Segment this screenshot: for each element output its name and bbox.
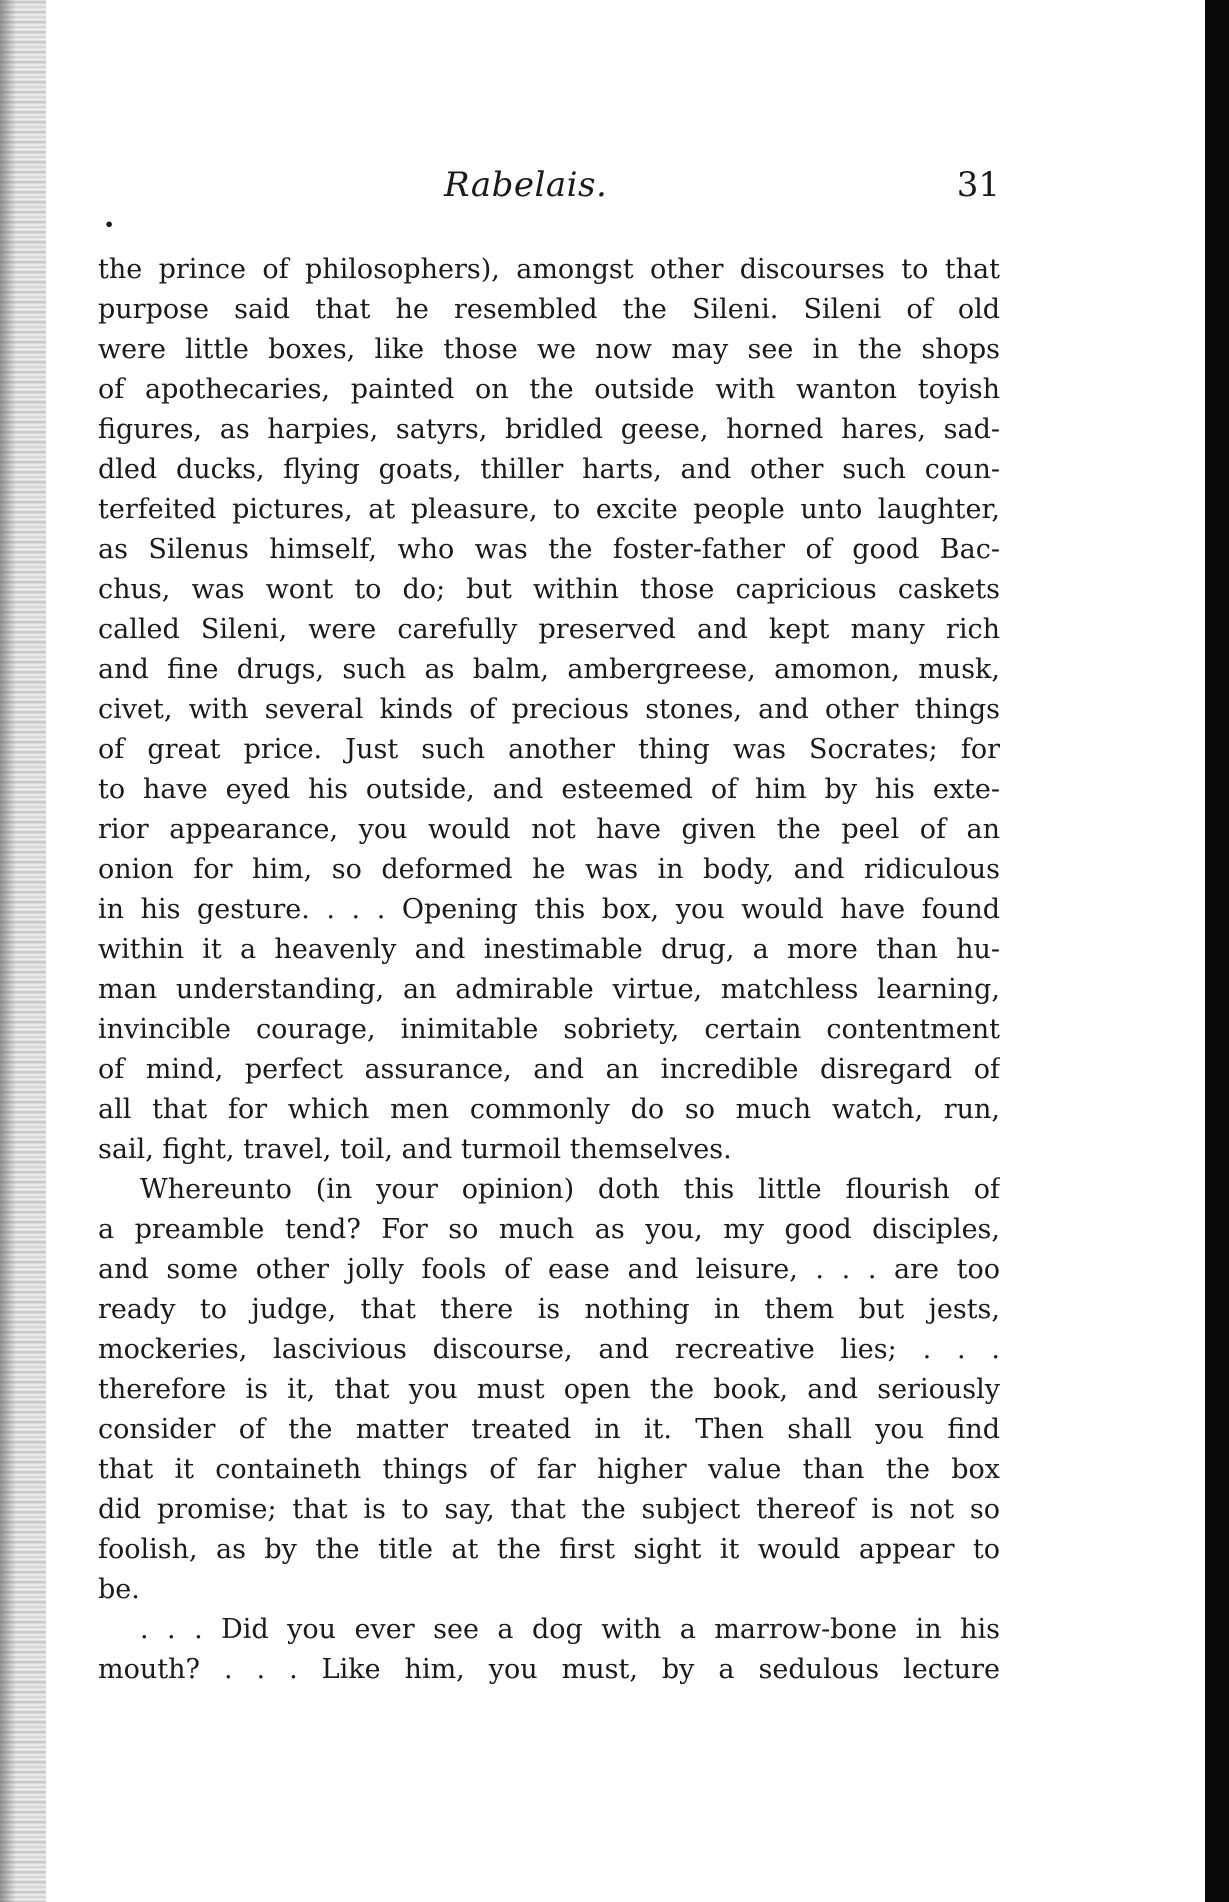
- text-line: mouth? . . . Like him, you must, by a sedulous lecture: [98, 1654, 1000, 1685]
- text-line: did promise; that is to say, that the subject thereof is not so: [98, 1494, 1000, 1525]
- text-line: a preamble tend? For so much as you, my good disciples,: [98, 1214, 1000, 1245]
- text-line: invincible courage, inimitable sobriety, certain contentment: [98, 1014, 1000, 1045]
- text-line: terfeited pictures, at pleasure, to excite people unto laughter,: [98, 494, 1000, 525]
- paragraph-first-line: Whereunto (in your opinion) doth this little flourish of: [140, 1174, 1000, 1205]
- text-line: man understanding, an admirable virtue, matchless learning,: [98, 974, 1000, 1005]
- paragraph-last-line: be.: [98, 1574, 140, 1605]
- text-line: chus, was wont to do; but within those capricious caskets: [98, 574, 1000, 605]
- text-line: all that for which men commonly do so much watch, run,: [98, 1094, 1000, 1125]
- text-line: rior appearance, you would not have given the peel of an: [98, 814, 1000, 845]
- text-line: were little boxes, like those we now may see in the shops: [98, 334, 1000, 365]
- text-line: that it containeth things of far higher value than the box: [98, 1454, 1000, 1485]
- text-line: and some other jolly fools of ease and leisure, . . . are too: [98, 1254, 1000, 1285]
- text-line: figures, as harpies, satyrs, bridled geese, horned hares, sad-: [98, 414, 1000, 445]
- text-line: foolish, as by the title at the first sight it would appear to: [98, 1534, 1000, 1565]
- text-line: as Silenus himself, who was the foster-father of good Bac-: [98, 534, 1000, 565]
- scan-right-border: [1205, 0, 1229, 1902]
- scan-gutter-edge: [0, 0, 16, 1902]
- text-line: dled ducks, flying goats, thiller harts, and other such coun-: [98, 454, 1000, 485]
- text-line: of mind, perfect assurance, and an incredible disregard of: [98, 1054, 1000, 1085]
- text-line: ready to judge, that there is nothing in them but jests,: [98, 1294, 1000, 1325]
- text-line: civet, with several kinds of precious stones, and other things: [98, 694, 1000, 725]
- text-line: the prince of philosophers), amongst other discourses to that: [98, 254, 1000, 285]
- text-line: consider of the matter treated in it. Then shall you find: [98, 1414, 1000, 1445]
- text-line: within it a heavenly and inestimable drug, a more than hu-: [98, 934, 1000, 965]
- text-line: in his gesture. . . . Opening this box, you would have found: [98, 894, 1000, 925]
- stray-print-mark: •: [104, 215, 115, 234]
- page-header: [98, 165, 1000, 215]
- text-line: of great price. Just such another thing was Socrates; for: [98, 734, 1000, 765]
- text-line: mockeries, lascivious discourse, and recreative lies; . . .: [98, 1334, 1000, 1365]
- paragraph-first-line: . . . Did you ever see a dog with a marrow-bone in his: [140, 1614, 1000, 1645]
- text-line: called Sileni, were carefully preserved and kept many rich: [98, 614, 1000, 645]
- text-line: onion for him, so deformed he was in body, and ridiculous: [98, 854, 1000, 885]
- text-line: to have eyed his outside, and esteemed of him by his exte-: [98, 774, 1000, 805]
- running-title: Rabelais.: [444, 165, 608, 205]
- text-line: purpose said that he resembled the Sileni. Sileni of old: [98, 294, 1000, 325]
- text-line: of apothecaries, painted on the outside with wanton toyish: [98, 374, 1000, 405]
- paragraph-last-line: sail, fight, travel, toil, and turmoil themselves.: [98, 1134, 732, 1165]
- body-text: [98, 250, 1000, 1690]
- text-line: therefore is it, that you must open the book, and seriously: [98, 1374, 1000, 1405]
- page-number: 31: [956, 165, 1000, 205]
- text-line: and fine drugs, such as balm, ambergreese, amomon, musk,: [98, 654, 1000, 685]
